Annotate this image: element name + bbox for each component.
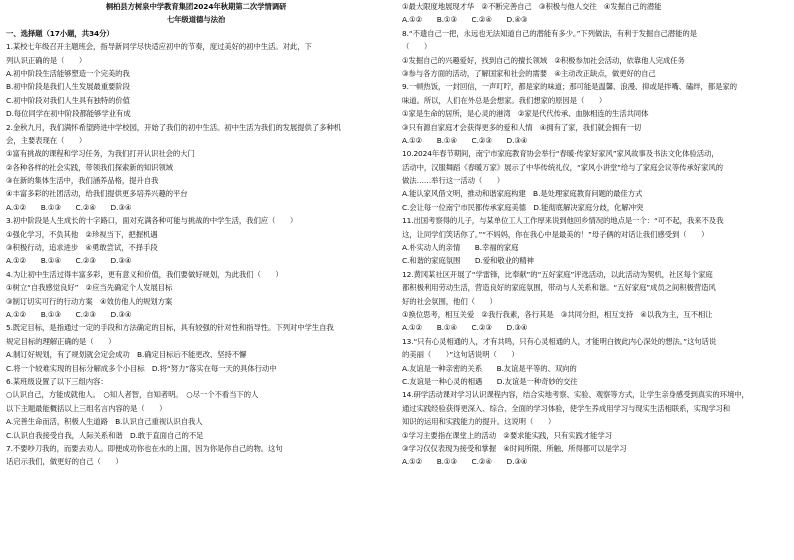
text-line: 的美丽（ ）”这句话说明（ ） <box>402 350 519 360</box>
text-line: 话启示我们，做更好的自己（ ） <box>6 457 123 467</box>
text-line: ③只有源自家庭才会获得更多的爱和人情 ④拥有了家，我们就会拥有一切 <box>402 122 642 132</box>
text-line: ③参与各方面的活动，了解国家和社会的需要 ④主动改正缺点，做更好的自己 <box>402 68 656 78</box>
text-line: ③制订切实可行的行动方案 ④效仿他人的规划方案 <box>6 296 173 306</box>
right-column <box>402 0 782 560</box>
text-line: A.①② B.①④ C.②③ D.③④ <box>402 135 528 145</box>
text-line: ①家是生命的居所，是心灵的港湾 ②家是代代传承、血脉相连的生活共同体 <box>402 109 649 119</box>
text-line: ①发掘自己的兴趣爱好，找到自己的擅长领域 ②积极参加社会活动，依靠他人完成任务 <box>402 55 685 65</box>
text-line: 13.“只有心灵相通的人，才有共鸣，只有心灵相通的人，才能明白彼此内心深处的想法。”这句话说 <box>402 336 717 346</box>
exam-subtitle: 七年级道德与法治 <box>166 15 226 25</box>
text-line: 8.“不遗自己一把，永远也无法知道自己的潜能有多少。”下列做法，有利于发掘自己潜能的是 <box>402 28 697 38</box>
text-line: C.和谐的家庭氛围 D.爱和敬业的精神 <box>402 256 534 266</box>
text-line: A.完善生命而活，积极人生道路 B.认识自己重视认识自我人 <box>6 417 203 427</box>
text-line: A.①② B.①③ C.②④ D.④③ <box>402 15 528 25</box>
text-line: A.①② B.①③ C.②③ D.③④ <box>6 309 132 319</box>
text-line: ①富有挑战的课程和学习任务，为我们打开认识社会的大门 <box>6 149 195 159</box>
text-line: ③积极行动，追求进步 ④勇敢尝试，不择手段 <box>6 243 158 253</box>
text-line: A.①② B.①③ C.②④ D.③④ <box>402 457 528 467</box>
text-line: 都积极利用劳动生活，营造良好的家庭氛围，带动与人关系和谐。“五好家庭”成员之间积极营造风 <box>402 283 716 293</box>
text-line: ①换位思考，相互关爱 ②我行我素，各行其是 ③共同分担，相互支持 ④以我为主，互不相让 <box>402 309 713 319</box>
text-line: 好的社会氛围，他们（ ） <box>402 296 497 306</box>
text-line: C.认识自我接受自我，人际关系和谐 D.敢于直面自己的不足 <box>6 430 204 440</box>
text-line: 通过实践经验获得更深入、综合、全面的学习体验，使学生养成用学习与现实生活相联系，实现学习和 <box>402 403 731 413</box>
text-line: 列认识正确的是（ ） <box>6 55 87 65</box>
text-line: ③学习仅仅表现为接受和掌握 ④时间所限、所触、所得都可以是学习 <box>402 443 627 453</box>
text-line: B.初中阶段是我们人生发展最重要阶段 <box>6 82 130 92</box>
text-line: C.会让每一位南宁市民都传承家庭美德 D.能彻底解决家庭分歧，化解冲突 <box>402 202 644 212</box>
text-line: 味道。所以，人们在外总是会想家。我们想家的原因是（ ） <box>402 95 607 105</box>
text-line: 6.某班级设置了以下三组内容： <box>6 376 108 386</box>
text-line: ②各种各样的社会实践，带领我们探索新的知识领域 <box>6 162 173 172</box>
text-line: ①强化学习，不负其他 ②珍视当下，把握机遇 <box>6 229 158 239</box>
text-line: （ ） <box>402 42 432 52</box>
text-line: A.朴实动人的亲情 B.幸福的家庭 <box>402 243 519 253</box>
text-line: 9.一顿热饭，一封回信，一声叮咛，都是家的味道；那可能是温馨、浪漫、抑或是拌嘴、磕绊，都是家的 <box>402 82 737 92</box>
text-line: ④丰富多彩的社团活动，给我们提供更多培养兴趣的平台 <box>6 189 188 199</box>
text-line: C.初中阶段对我们人生具有独特的价值 <box>6 95 130 105</box>
text-line: 5.既定目标，是指通过一定的手段和方法确定的目标，具有较强的针对性和指导性。下列对中学生自我 <box>6 323 334 333</box>
text-line: ①树立“自我感觉良好” ②应当先确定个人发展目标 <box>6 283 173 293</box>
text-line: 10.2024年春节期间，南宁市家庭教育协会举行“春暖·传家好家风”家风故事及书法文化体验活动， <box>402 149 719 159</box>
text-line: ○认识自己，方能成就他人。 ○知人者智，自知者明。 ○尽一个不看当下的人 <box>6 390 259 400</box>
text-line: C.将一个较难实现的目标分解成多个小目标 D.将“努力”落实在每一天的具体行动中 <box>6 363 277 373</box>
text-line: 这，让同学们笑话你了。”“不妈妈，你在我心中是最美的！”母子俩的对话让我们感受到（ ） <box>402 229 709 239</box>
text-line: A.友谊是一种亲密的关系 B.友谊是平等的、双向的 <box>402 363 577 373</box>
text-line: ①最大限度地展现才华 ②不断完善自己 ③积极与他人交往 ④发掘自己的潜能 <box>402 2 662 11</box>
text-line: ①学习主要指在课堂上的活动 ②要求能实践，只有实践才能学习 <box>402 430 612 440</box>
text-line: 以下主题最能概括以上三组名言内容的是（ ） <box>6 403 167 413</box>
section-heading: 一、选择题（17小题，共34分） <box>6 28 114 38</box>
text-line: A.①② B.①③ C.②④ D.③④ <box>6 202 132 212</box>
text-line: A.①② B.①④ C.②③ D.③④ <box>6 256 132 266</box>
left-column <box>6 0 386 560</box>
text-line: 11.出国考察得的儿子，与某单位工人工作厚来说到他回乡情况的地点是一个：“可不起，我来不及我 <box>402 216 724 226</box>
text-line: ③在新的集体生活中，我们涵养品格，提升自我 <box>6 176 159 186</box>
text-line: 规定目标的理解正确的是（ ） <box>6 336 116 346</box>
text-line: D.每位同学在初中阶段都能够学业有成 <box>6 109 131 119</box>
text-line: 会，主要表现在（ ） <box>6 135 87 145</box>
text-line: 14.研学活动课对学习认识课程内容，结合实地考察、实验、观察等方式，让学生亲身感受到真实的环境中， <box>402 390 749 400</box>
exam-title: 桐柏县方树泉中学教育集团2024年秋期第二次学情调研 <box>105 2 287 11</box>
text-line: 3.初中阶段是人生成长的十字路口，面对充满各种可能与挑战的中学生活，我们应（ ） <box>6 216 298 226</box>
text-line: 知识的运用和实践能力的提升。这说明（ ） <box>402 417 556 427</box>
text-line: C.友谊是一种心灵的相遇 D.友谊是一种奇妙的交往 <box>402 376 578 386</box>
text-line: 1.某校七年级召开主题班会，指导新同学尽快适应初中的节奏，度过美好的初中生活。对此，下 <box>6 42 312 52</box>
text-line: 2.金秋九月，我们满怀希望跨进中学校园，开始了我们的初中生活。初中生活为我们的发展提供了多种机 <box>6 122 341 132</box>
text-line: A.初中阶段生活能够塑造一个完美的我 <box>6 68 130 78</box>
text-line: 7.不要吵刀我的，而要去劝人。即便成功你也在水的上面，因为你是你自己的物。这句 <box>6 443 283 453</box>
text-line: 活动中，汉服舞蹈《春暖万家》展示了中华传统礼仪，“家风小讲堂”给与了家庭会议等传承好家风的 <box>402 162 723 172</box>
text-line: 4.为让初中生活过得丰富多彩，更有意义和价值，我们要做好规划，为此我们（ ） <box>6 269 283 279</box>
text-line: A.①② B.①④ C.②③ D.③④ <box>402 323 528 333</box>
text-line: A.制订好规划，有了规划就会定会成功 B.确定目标后不能更改、坚持不懈 <box>6 350 247 360</box>
text-line: 做法……举行这一活动（ ） <box>402 176 505 186</box>
text-line: 12.黄冈某社区开展了“学雷锋，比奉献”的“五好家庭”评选活动，以此活动为契机，社区每个家庭 <box>402 269 713 279</box>
text-line: A.能认家风借文明，推动和谐家庭构建 B.是处理家庭教育问题的最佳方式 <box>402 189 643 199</box>
